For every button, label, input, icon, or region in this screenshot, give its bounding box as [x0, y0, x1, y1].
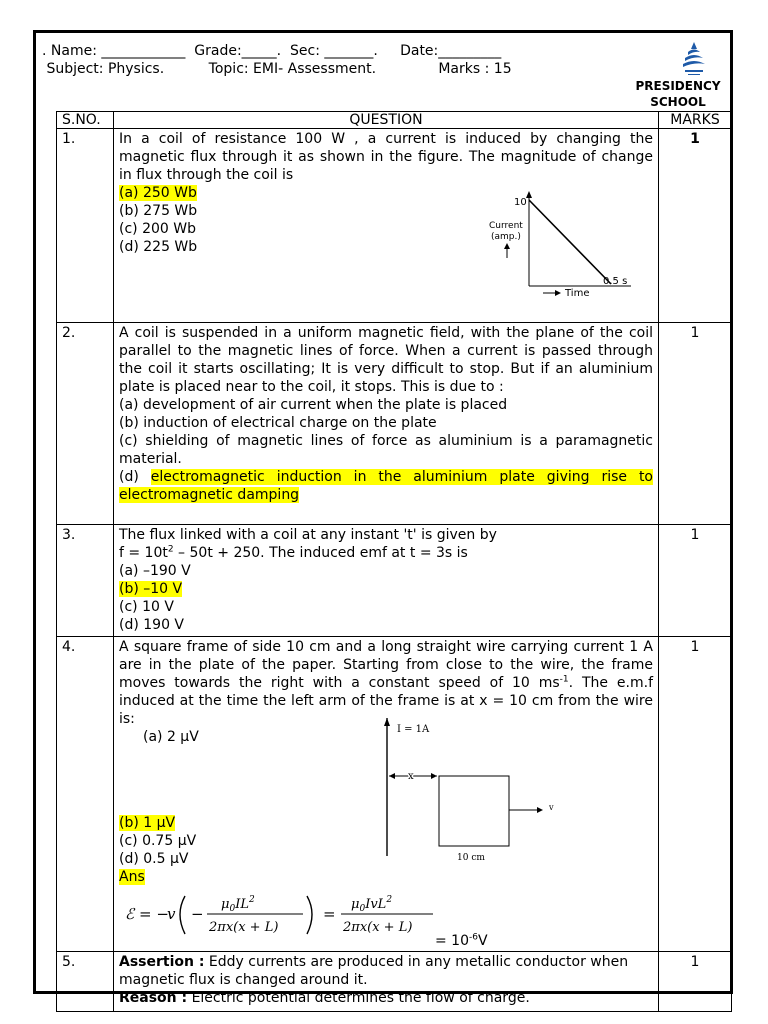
- question-marks: 1: [659, 637, 732, 952]
- question-cell-4: [114, 637, 659, 952]
- graph-x-label: Time: [565, 288, 590, 299]
- emf-result-exponent: -6: [469, 932, 478, 943]
- answer-label: [119, 868, 145, 886]
- question-marks: 1: [659, 129, 732, 323]
- question-marks: 1: [659, 323, 732, 525]
- emf-result-unit: V: [477, 933, 488, 949]
- svg-text:=: =: [323, 905, 336, 923]
- assertion: [119, 953, 653, 989]
- question-row-1: [57, 129, 732, 323]
- option-b-text: (b) –10 V: [119, 581, 183, 597]
- worksheet-frame: [33, 30, 733, 1006]
- question-stem-part-1: A square frame of side 10 cm and a long straight wire carrying current 1 A are in the plate of the paper. Starting from close to the wire, the frame moves towards the right with a constant speed of 10 ms: [119, 639, 653, 691]
- option-b: [119, 814, 175, 832]
- question-4-body: [119, 724, 653, 950]
- question-table: [56, 111, 732, 1012]
- question-row-3: [57, 525, 732, 637]
- option-a: (a) 2 μV: [143, 729, 199, 745]
- question-1-body: [119, 184, 653, 299]
- current-time-graph: [481, 186, 641, 299]
- school-logo-icon: [676, 39, 712, 79]
- question-number: 4.: [57, 637, 114, 952]
- question-stem-part-2: . The e.m.f induced at the time the left arm of the frame is at x = 10 cm from the wire is:: [119, 675, 654, 727]
- question-number: 5.: [57, 952, 114, 1012]
- distance-x-label: x: [408, 771, 414, 782]
- svg-text:−: −: [191, 905, 204, 923]
- option-b: (b) induction of electrical charge on the plate: [119, 415, 437, 431]
- header-line-2: Subject: Physics. Topic: EMI- Assessment. Marks : 15: [42, 61, 512, 77]
- option-a-text: (a) 250 Wb: [119, 185, 197, 201]
- option-d-text: electromagnetic induction in the aluminium plate giving rise to electromagnetic damping: [119, 469, 654, 503]
- emf-result: [435, 932, 488, 950]
- velocity-label: v: [549, 803, 554, 812]
- answer-label-text: Ans: [119, 869, 145, 885]
- question-number: 2.: [57, 323, 114, 525]
- school-name: [630, 78, 726, 110]
- side-length-label: 10 cm: [457, 853, 485, 863]
- col-sno-header: S.NO.: [57, 112, 114, 129]
- svg-text:ℰ: ℰ: [125, 905, 135, 923]
- flux-equation-exponent: 2: [167, 544, 174, 555]
- flux-equation: [119, 544, 653, 562]
- option-d: (d) 225 Wb: [119, 239, 198, 255]
- option-a: (a) development of air current when the plate is placed: [119, 397, 508, 413]
- question-stem: The flux linked with a coil at any instant 't' is given by: [119, 527, 497, 543]
- graph-y-label-2: (amp.): [491, 232, 521, 242]
- assertion-text: Eddy currents are produced in any metallic conductor when magnetic flux is changed around it.: [119, 954, 629, 988]
- question-marks: 1: [659, 952, 732, 1012]
- svg-text:μ0IL2: $\mu_0IL^2$: [221, 895, 255, 914]
- school-name-line-2: SCHOOL: [650, 95, 706, 109]
- col-question-header: QUESTION: [114, 112, 659, 129]
- graph-y-tick: 10: [514, 197, 527, 208]
- question-stem: In a coil of resistance 100 W , a current is induced by changing the magnetic flux through it as shown in the figure. The magnitude of change in flux through the coil is: [119, 131, 653, 183]
- option-b: [119, 580, 653, 598]
- flux-equation-part-2: – 50t + 250. The induced emf at t = 3s is: [173, 545, 468, 561]
- reason-text: Electric potential determines the flow of charge.: [187, 990, 530, 1006]
- emf-formula: [123, 888, 443, 940]
- svg-text:μ0IvL2: $\mu_0IvL^2$: [351, 895, 393, 914]
- col-marks-header: MARKS: [659, 112, 732, 129]
- school-name-line-1: PRESIDENCY: [635, 79, 721, 93]
- wire-frame-diagram: [371, 714, 561, 864]
- question-stem-exponent: -1: [559, 674, 569, 685]
- option-d: (d) 0.5 μV: [119, 851, 189, 867]
- question-cell-2: [114, 323, 659, 525]
- graph-x-tick: 0.5 s: [603, 276, 628, 287]
- graph-y-label-1: Current: [489, 221, 523, 231]
- question-marks: 1: [659, 525, 732, 637]
- reason-label: Reason :: [119, 990, 188, 1006]
- option-c: (c) 10 V: [119, 599, 174, 615]
- option-a: (a) –190 V: [119, 563, 191, 579]
- question-row-4: [57, 637, 732, 952]
- question-stem: A coil is suspended in a uniform magnetic field, with the plane of the coil parallel to the magnetic lines of force. When a current is passed through the coil it starts oscillating; It is very difficult to stop. But if an aluminium plate is placed near to the coil, it stops. This is due to :: [119, 325, 653, 395]
- option-b: (b) 275 Wb: [119, 203, 198, 219]
- svg-text:= −: = −: [139, 905, 169, 923]
- question-cell-1: [114, 129, 659, 323]
- option-d: (d) 190 V: [119, 617, 185, 633]
- question-cell-3: [114, 525, 659, 637]
- option-c: (c) 200 Wb: [119, 221, 196, 237]
- question-row-5: [57, 952, 732, 1012]
- svg-text:v: v: [167, 905, 176, 923]
- svg-text:2πx(x + L): 2πx(x + L): [209, 920, 279, 935]
- question-row-2: [57, 323, 732, 525]
- emf-result-part-1: = 10: [435, 933, 469, 949]
- option-d: [119, 468, 653, 504]
- header-line-1: . Name: ____________ Grade:_____. Sec: _______. Date:_________: [42, 43, 502, 59]
- svg-text:2πx(x + L): 2πx(x + L): [343, 920, 413, 935]
- option-c: (c) shielding of magnetic lines of force as aluminium is a paramagnetic material.: [119, 433, 653, 467]
- table-header-row: [57, 112, 732, 129]
- reason: [119, 989, 653, 1007]
- flux-equation-part-1: f = 10t: [119, 545, 168, 561]
- question-number: 3.: [57, 525, 114, 637]
- question-number: 1.: [57, 129, 114, 323]
- option-c: (c) 0.75 μV: [119, 833, 197, 849]
- assertion-label: Assertion :: [119, 954, 205, 970]
- wire-current-label: I = 1A: [397, 724, 430, 735]
- option-b-text: (b) 1 μV: [119, 815, 176, 831]
- question-cell-5: [114, 952, 659, 1012]
- option-d-prefix: (d): [119, 469, 151, 485]
